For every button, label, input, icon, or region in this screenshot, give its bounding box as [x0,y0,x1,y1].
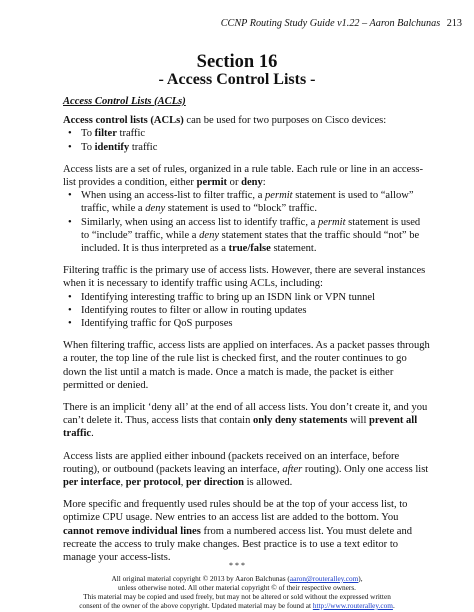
paragraph-rules: Access lists are a set of rules, organized in a rule table. Each rule or line in an access-list provides a condition, either permit or deny: [63,163,424,189]
list-item: • Identifying traffic for QoS purposes [63,317,431,330]
purpose-list [63,127,431,153]
running-header [221,18,462,29]
paragraph-best-practice: More specific and frequently used rules should be at the top of your access list, to optimize CPU usage. New entries to an access list are added to the bottom. You cannot remove individual lines from a numbered access list. You must delete and recreate the access to truly make changes. Best practice is to use a text editor to manage your access-lists. [63,499,412,564]
footer-line-3: This material may be copied and used freely, but may not be altered or sold without the expressed written [83,592,391,601]
paragraph-intro: Access control lists (ACLs) can be used for two purposes on Cisco devices: [63,115,387,127]
page-number: 213 [446,18,462,29]
paragraph-filtering: Filtering traffic is the primary use of access lists. However, there are several instances when it is necessary to identify traffic using ACLs, including: [63,265,426,290]
footer-line-1: All original material copyright © 2013 by Aaron Balchunas (aaron@routeralley.com), [111,574,363,583]
body-content [63,95,431,573]
list-item: • When using an access-list to filter traffic, a permit statement is used to “allow” traffic, while a deny statement is used to “block” traffic. [63,189,431,215]
website-link[interactable]: http://www.routeralley.com [312,601,393,610]
section-subtitle: - Access Control Lists - [158,71,316,88]
copyright-footer [0,561,474,610]
list-item: • To filter traffic [63,127,431,140]
running-title: CCNP Routing Study Guide v1.22 – Aaron Balchunas [220,18,441,29]
footer-line-4: consent of the owner of the above copyright. Updated material may be found at http://www.routeralley.com. [79,601,395,610]
paragraph-direction: Access lists are applied either inbound (packets received on an interface, before routing), or outbound (packets leaving an interface, after routing). Only one access list per interface, per protocol, per direction is allowed. [63,450,429,489]
permit-deny-list [63,189,431,255]
paragraph-processing: When filtering traffic, access lists are applied on interfaces. As a packet passes through a router, the top line of the rule list is checked first, and the router continues to go down the list until a match is made. Once a match is made, the packet is either permitted or denied. [63,340,430,391]
section-title: Section 16 [196,52,278,72]
list-item: • To identify traffic [63,141,431,154]
subsection-heading: Access Control Lists (ACLs) [63,96,186,107]
footer-line-2: unless otherwise noted. All other material copyright © of their respective owners. [118,583,356,592]
identify-uses-list [63,291,431,331]
footer-stars: * * * [229,561,245,570]
list-item: • Similarly, when using an access list to identify traffic, a permit statement is used to “include” traffic, while a deny statement states that the traffic should “not” be included. It is thus interpreted as a true/false statement. [63,216,431,256]
email-link[interactable]: aaron@routeralley.com [289,574,359,583]
paragraph-implicit-deny: There is an implicit ‘deny all’ at the end of all access lists. You don’t create it, and you can’t delete it. Thus, access lists that contain only deny statements will prevent all traffic. [63,402,428,440]
list-item: • Identifying routes to filter or allow in routing updates [63,304,431,317]
list-item: • Identifying interesting traffic to bring up an ISDN link or VPN tunnel [63,291,431,304]
